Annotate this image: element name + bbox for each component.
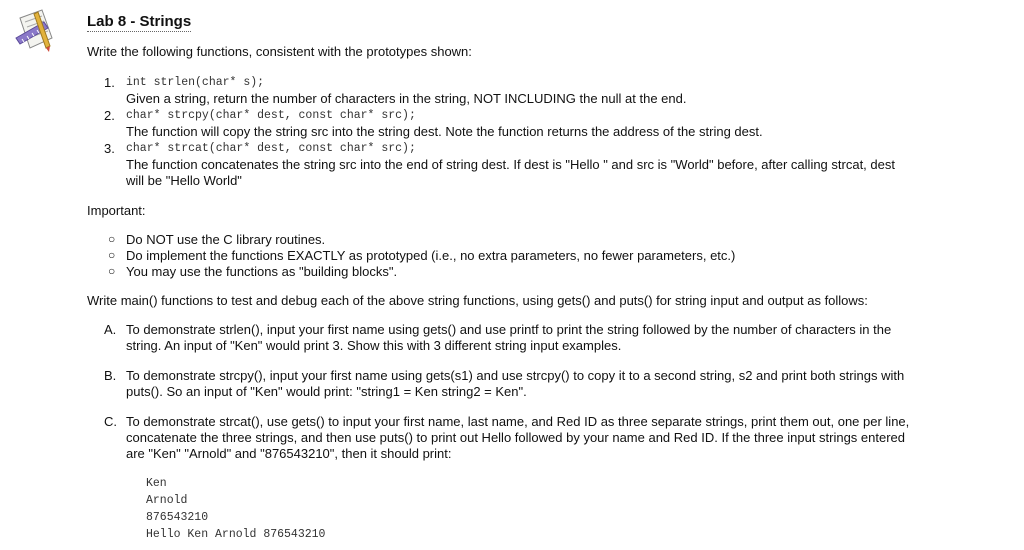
function-number: 1. bbox=[104, 75, 115, 90]
function-prototype: char* strcat(char* dest, const char* src); bbox=[126, 142, 416, 155]
task-letter: A. bbox=[104, 322, 117, 337]
function-number: 3. bbox=[104, 141, 115, 156]
task-text: To demonstrate strlen(), input your first name using gets() and use printf to print the string followed by the number of characters in the bbox=[126, 322, 892, 337]
important-item: Do NOT use the C library routines. bbox=[126, 232, 326, 247]
intro-text: Write the following functions, consistent with the prototypes shown: bbox=[87, 44, 472, 59]
task-letter: C. bbox=[104, 414, 117, 429]
important-item: Do implement the functions EXACTLY as prototyped (i.e., no extra parameters, no fewer parameters, etc.) bbox=[126, 248, 736, 263]
bullet-icon: ○ bbox=[108, 248, 116, 262]
function-description: will be "Hello World" bbox=[126, 173, 242, 188]
task-text: To demonstrate strcat(), use gets() to input your first name, last name, and Red ID as three separate strings, print them out, one per line, bbox=[126, 414, 910, 429]
bullet-icon: ○ bbox=[108, 232, 116, 246]
page-title: Lab 8 - Strings bbox=[87, 13, 192, 30]
task-text: are "Ken" "Arnold" and "876543210", then it should print: bbox=[126, 446, 452, 461]
assignment-document-icon bbox=[14, 8, 56, 54]
important-item: You may use the functions as "building blocks". bbox=[126, 264, 398, 279]
important-label: Important: bbox=[87, 203, 146, 218]
main-intro-text: Write main() functions to test and debug each of the above string functions, using gets() and puts() for string input and output as follows: bbox=[87, 293, 868, 308]
output-line: Hello Ken Arnold 876543210 bbox=[146, 528, 326, 541]
function-prototype: int strlen(char* s); bbox=[126, 76, 265, 89]
function-number: 2. bbox=[104, 108, 115, 123]
function-prototype: char* strcpy(char* dest, const char* src); bbox=[126, 109, 416, 122]
function-description: The function will copy the string src into the string dest. Note the function returns the address of the string dest. bbox=[126, 124, 763, 139]
task-text: concatenate the three strings, and then use puts() to print out Hello followed by your name and Red ID. If the three input strings entered bbox=[126, 430, 906, 445]
bullet-icon: ○ bbox=[108, 264, 116, 278]
task-text: puts(). So an input of "Ken" would print: "string1 = Ken string2 = Ken". bbox=[126, 384, 527, 399]
task-text: string. An input of "Ken" would print 3. Show this with 3 different string input examples. bbox=[126, 338, 622, 353]
function-description: The function concatenates the string src into the end of string dest. If dest is "Hello " and src is "World" before, after calling strcat, dest bbox=[126, 157, 895, 172]
task-letter: B. bbox=[104, 368, 117, 383]
function-description: Given a string, return the number of characters in the string, NOT INCLUDING the null at the end. bbox=[126, 91, 687, 106]
output-line: Ken bbox=[146, 477, 167, 490]
output-line: 876543210 bbox=[146, 511, 209, 524]
task-text: To demonstrate strcpy(), input your first name using gets(s1) and use strcpy() to copy it to a second string, s2 and print both strings with bbox=[126, 368, 905, 383]
output-line: Arnold bbox=[146, 494, 188, 507]
